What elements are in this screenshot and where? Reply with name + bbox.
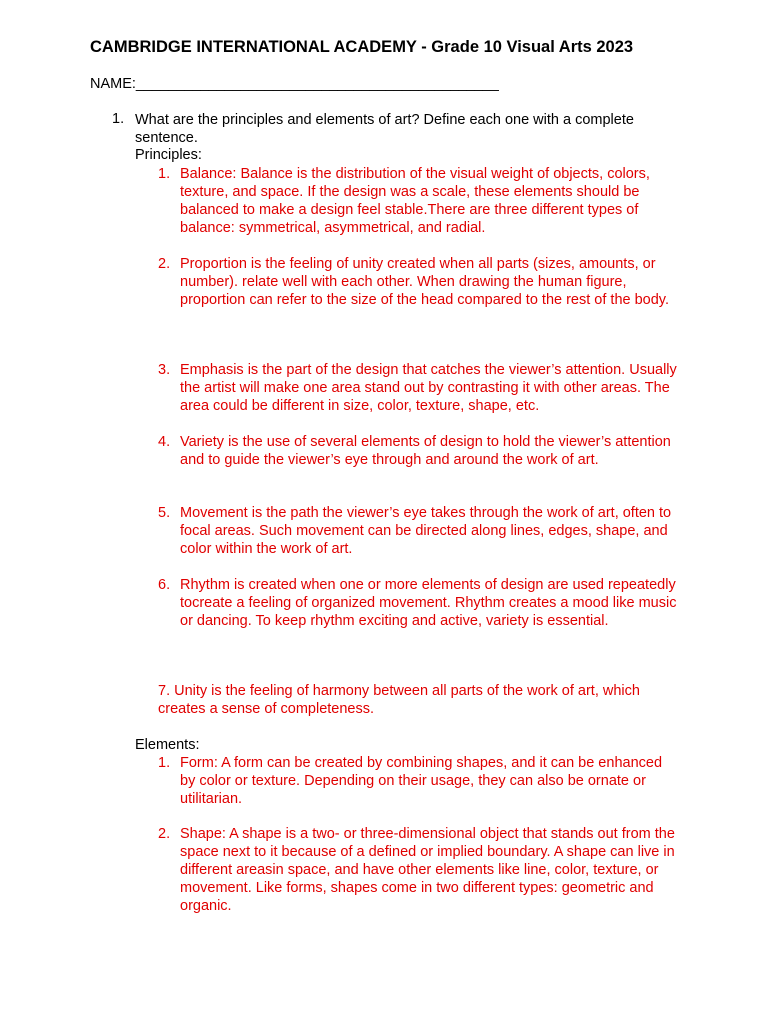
principle-text: Emphasis is the part of the design that catches the viewer’s attention. Usually the artist will make one area stand out by contrasting it with other areas. The area could be different in size, color, texture, shape, etc. bbox=[180, 362, 677, 414]
list-number: 4. bbox=[158, 434, 171, 450]
question-number: 1. bbox=[112, 111, 125, 127]
question-text: What are the principles and elements of art? Define each one with a complete sentence. bbox=[135, 112, 634, 146]
element-item-shape bbox=[158, 825, 680, 915]
document-title: CAMBRIDGE INTERNATIONAL ACADEMY - Grade 10 Visual Arts 2023 bbox=[90, 38, 634, 56]
principle-item-movement bbox=[158, 504, 680, 558]
principle-item-proportion bbox=[158, 255, 680, 309]
name-field-label: NAME:_____________________________________________ bbox=[90, 76, 499, 92]
list-number: 1. bbox=[158, 755, 171, 771]
principle-item-emphasis bbox=[158, 361, 680, 415]
principles-heading: Principles: bbox=[135, 147, 202, 163]
principle-item-variety bbox=[158, 433, 680, 469]
principle-item-balance bbox=[158, 165, 680, 237]
element-text: Form: A form can be created by combining shapes, and it can be enhanced by color or texture. Depending on their usage, they can also be ornate or utilitarian. bbox=[180, 755, 663, 807]
list-number: 3. bbox=[158, 362, 171, 378]
element-item-form bbox=[158, 754, 680, 808]
list-number: 1. bbox=[158, 166, 171, 182]
principle-item-rhythm bbox=[158, 576, 680, 630]
element-text: Shape: A shape is a two- or three-dimensional object that stands out from the space next to it because of a defined or implied boundary. A shape can live in different areasin space, and have other elements like line, color, texture, or movement. Like forms, shapes come in two different types: geometric and organic. bbox=[180, 826, 675, 914]
list-number: 2. bbox=[158, 826, 171, 842]
list-number: 6. bbox=[158, 577, 171, 593]
principle-text: Movement is the path the viewer’s eye takes through the work of art, often to focal areas. Such movement can be directed along lines, edges, shape, and color within the work of art. bbox=[180, 505, 672, 557]
list-number: 5. bbox=[158, 505, 171, 521]
elements-heading: Elements: bbox=[135, 737, 200, 753]
list-number: 2. bbox=[158, 256, 171, 272]
principle-item-unity: 7. Unity is the feeling of harmony between all parts of the work of art, which creates a sense of completeness. bbox=[158, 683, 640, 717]
principle-text: Rhythm is created when one or more elements of design are used repeatedly tocreate a feeling of organized movement. Rhythm creates a mood like music or dancing. To keep rhythm exciting and active, variety is essential. bbox=[180, 577, 677, 629]
principle-text: Proportion is the feeling of unity created when all parts (sizes, amounts, or number). relate well with each other. When drawing the human figure, proportion can refer to the size of the head compared to the rest of the body. bbox=[180, 256, 669, 308]
principle-text: Variety is the use of several elements of design to hold the viewer’s attention and to guide the viewer’s eye through and around the work of art. bbox=[180, 434, 671, 468]
principle-text: Balance: Balance is the distribution of the visual weight of objects, colors, texture, and space. If the design was a scale, these elements should be balanced to make a design feel stable.There are three different types of balance: symmetrical, asymmetrical, and radial. bbox=[180, 166, 650, 236]
